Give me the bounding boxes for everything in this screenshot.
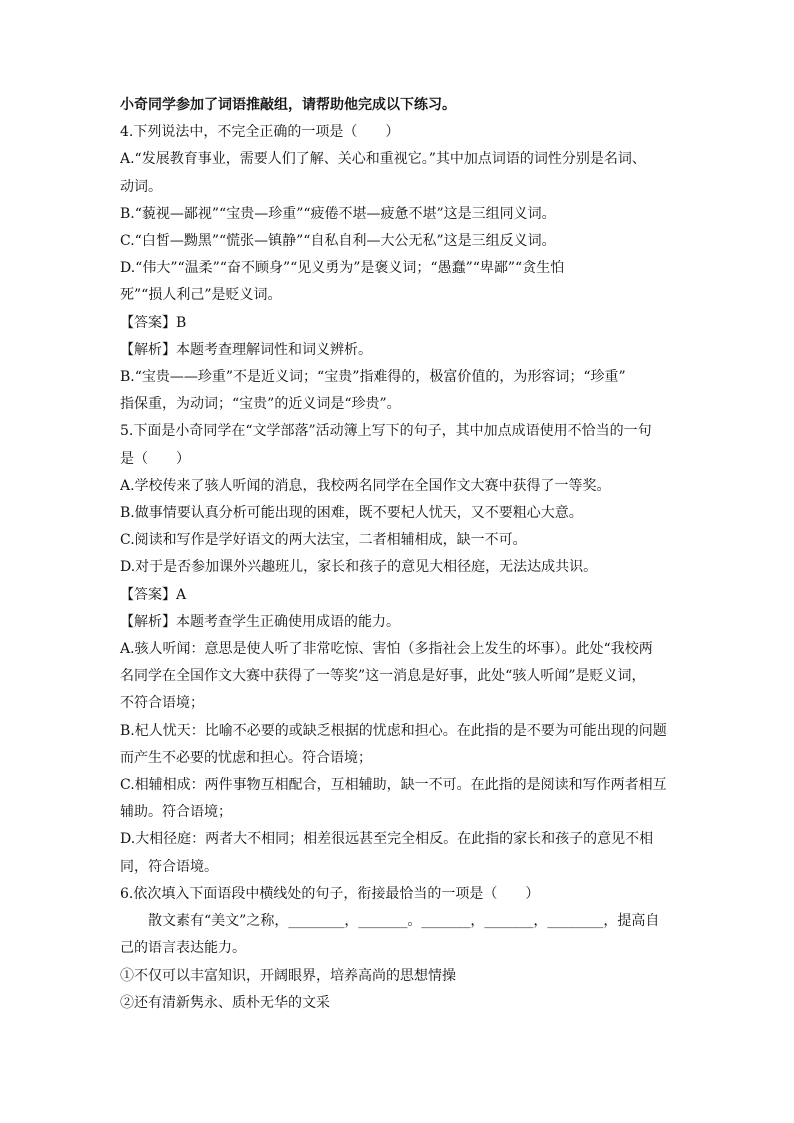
text-line: 4.下列说法中，不完全正确的一项是（ ） [120,124,400,141]
text-line: 不符合语境； [120,695,204,712]
text-line: B.做事情要认真分析可能出现的困难，既不要杞人忧天，又不要粗心大意。 [120,505,583,522]
text-line: 【答案】B [120,314,187,331]
text-line: 5.下面是小奇同学在“文学部落”活动簿上写下的句子，其中加点成语使用不恰当的一句 [120,423,652,440]
text-line: A.学校传来了骇人听闻的消息，我校两名同学在全国作文大赛中获得了一等奖。 [120,477,611,494]
text-line: 死”“损人利己”是贬义词。 [120,287,282,304]
text-line: 6.依次填入下面语段中横线处的句子，衔接最恰当的一项是（ ） [120,885,540,902]
text-line: 而产生不必要的忧虑和担心。符合语境； [120,749,372,766]
text-line: C.“白皙—黝黑”“慌张—镇静”“自私自利—大公无私”这是三组反义词。 [120,233,556,250]
text-line: C.阅读和写作是学好语文的两大法宝，二者相辅相成，缺一不可。 [120,532,527,549]
text-line: ②还有清新隽永、质朴无华的文采 [120,994,330,1011]
text-line: 小奇同学参加了词语推敲组，请帮助他完成以下练习。 [120,97,456,113]
text-line: B.“藐视—鄙视”“宝贵—珍重”“疲倦不堪—疲惫不堪”这是三组同义词。 [120,205,556,222]
text-line: 【解析】本题考查理解词性和词义辨析。 [120,341,372,358]
text-line: D.大相径庭：两者大不相同；相差很远甚至完全相反。在此指的家长和孩子的意见不相 [120,831,654,848]
text-line: 辅助。符合语境； [120,804,232,821]
text-line: ①不仅可以丰富知识，开阔眼界，培养高尚的思想情操 [120,967,456,984]
text-line: 【解析】本题考查学生正确使用成语的能力。 [120,613,400,630]
text-line: 【答案】A [120,586,187,603]
text-line: D.“伟大”“温柔”“奋不顾身”“见义勇为”是褒义词；“愚蠢”“卑鄙”“贪生怕 [120,260,565,277]
text-line: A.“发展教育事业，需要人们了解、关心和重视它。”其中加点词语的词性分别是名词、 [120,151,646,168]
text-line: 名同学在全国作文大赛中获得了一等奖”这一消息是好事，此处“骇人听闻”是贬义词， [120,668,646,685]
text-line: C.相辅相成：两件事物互相配合，互相辅助，缺一不可。在此指的是阅读和写作两者相互 [120,777,667,794]
text-line: A.骇人听闻：意思是使人听了非常吃惊、害怕（多指社会上发生的坏事）。此处“我校两 [120,641,653,658]
text-line: 同，符合语境。 [120,858,218,875]
text-line: 散文素有“美文”之称，________，_______。_______，_______，________，提高自 [148,913,660,930]
document-page [120,92,680,1017]
text-line: 指保重，为动词；“宝贵”的近义词是“珍贵”。 [120,396,401,413]
text-line: B.杞人忧天：比喻不必要的或缺乏根据的忧虑和担心。在此指的是不要为可能出现的问题 [120,722,667,739]
text-line: 是（ ） [120,450,190,467]
text-line: D.对于是否参加课外兴趣班儿，家长和孩子的意见大相径庭，无法达成共识。 [120,559,598,576]
text-line: B.“宝贵——珍重”不是近义词；“宝贵”指难得的，极富价值的，为形容词；“珍重” [120,369,626,386]
text-line: 己的语言表达能力。 [120,940,246,957]
text-line: 动词。 [120,178,162,195]
